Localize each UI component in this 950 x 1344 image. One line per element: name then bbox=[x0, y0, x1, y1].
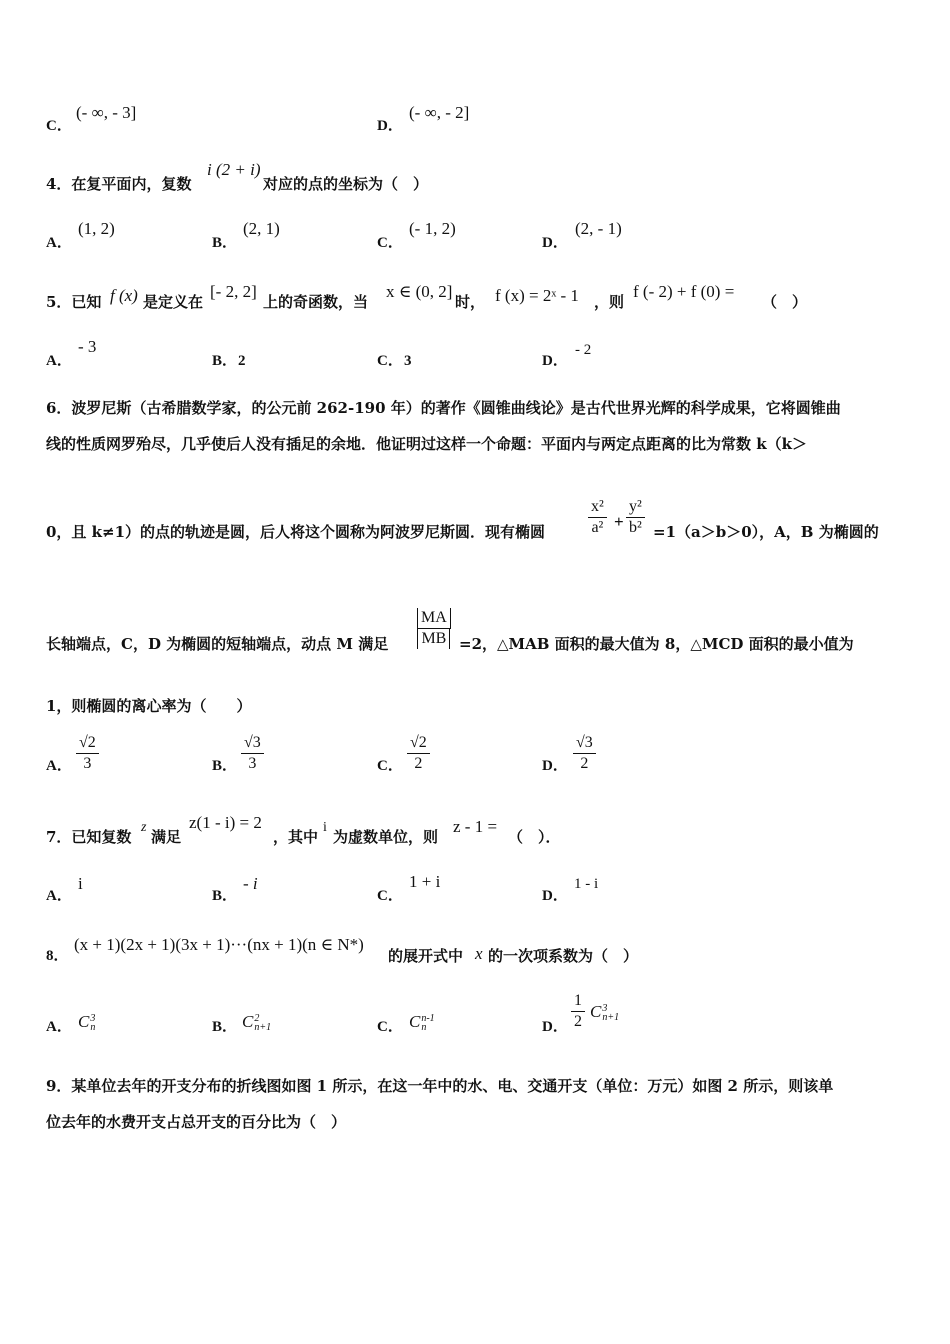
q8-option-d-coef-den: 2 bbox=[574, 1013, 582, 1030]
q5-option-c-text: 3 bbox=[404, 353, 412, 369]
q5-s5: ，则 bbox=[594, 293, 625, 311]
q6-ratio-den: MB bbox=[417, 629, 450, 649]
q4-stem-b: 对应的点的坐标为（ ） bbox=[263, 175, 429, 193]
q5-s4: 时， bbox=[455, 293, 486, 311]
q4-stem-a: 4．在复平面内，复数 bbox=[46, 175, 192, 193]
q8-option-c-label: C． bbox=[377, 1019, 403, 1035]
q6-option-d-label: D． bbox=[542, 758, 568, 774]
q4-option-d-text: (2, - 1) bbox=[575, 219, 622, 238]
q6-line1: 6．波罗尼斯（古希腊数学家，的公元前 262-190 年）的著作《圆锥曲线论》是古代世界光辉的科学成果，它将圆锥曲 bbox=[46, 399, 841, 417]
q4-option-a-text: (1, 2) bbox=[78, 219, 115, 238]
binomial-c: C bbox=[409, 1012, 421, 1031]
binomial-sup: 3 bbox=[602, 1003, 608, 1015]
q7-s4: 为虚数单位，则 bbox=[333, 828, 439, 846]
q6-plus: + bbox=[614, 512, 624, 531]
q8-option-a-expr bbox=[78, 1012, 95, 1032]
q4-option-b-text: (2, 1) bbox=[243, 219, 280, 238]
binomial-sub: n+1 bbox=[254, 1022, 272, 1034]
q8-option-c-expr bbox=[409, 1012, 435, 1032]
q7-option-d-label: D． bbox=[542, 888, 568, 904]
q8-option-d-coef-num: 1 bbox=[574, 992, 582, 1009]
q6-line3b: =1（a＞b＞0），A，B 为椭圆的 bbox=[653, 523, 879, 541]
q6-fraction-x-den: a² bbox=[591, 519, 604, 536]
binomial-sup: n-1 bbox=[421, 1013, 435, 1025]
q3-option-d-label: D． bbox=[377, 118, 403, 134]
q6-option-b-num: √3 bbox=[244, 734, 261, 751]
binomial-sub: n bbox=[421, 1022, 427, 1034]
q8-x: x bbox=[475, 944, 483, 963]
q4-option-d-label: D． bbox=[542, 235, 568, 251]
q9-line1: 9．某单位去年的开支分布的折线图如图 1 所示，在这一年中的水、电、交通开支（单位：万元）如图 2 所示，则该单 bbox=[46, 1077, 834, 1095]
q8-expr: (x + 1)(2x + 1)(3x + 1)···(nx + 1)(n ∈ N*) bbox=[74, 935, 364, 954]
q5-fx: f (x) bbox=[110, 286, 138, 305]
q6-ratio-num: MA bbox=[417, 608, 451, 628]
q5-option-a-text: - 3 bbox=[78, 337, 97, 356]
q7-s1: 7．已知复数 bbox=[46, 828, 132, 846]
q6-option-b-den: 3 bbox=[248, 755, 257, 772]
q4-option-c-label: C． bbox=[377, 235, 403, 251]
binomial-sub: n+1 bbox=[602, 1012, 620, 1024]
q7-i: i bbox=[323, 820, 327, 835]
q3-option-c-expr: (- ∞, - 3] bbox=[76, 103, 137, 122]
q5-fdef: f (x) = 2ˣ - 1 bbox=[495, 286, 579, 305]
q7-s3: ，其中 bbox=[273, 828, 319, 846]
q5-s2: 是定义在 bbox=[143, 293, 204, 311]
q5-condition: x ∈ (0, 2] bbox=[386, 282, 453, 301]
q6-fraction-x bbox=[588, 497, 607, 538]
q6-option-a-frac bbox=[76, 733, 99, 774]
q6-ratio bbox=[417, 608, 451, 649]
q6-option-a-num: √2 bbox=[79, 734, 96, 751]
q8-option-a-label: A． bbox=[46, 1019, 72, 1035]
q5-interval: [- 2, 2] bbox=[210, 282, 257, 301]
q6-option-d-frac bbox=[573, 733, 596, 774]
q6-option-c-den: 2 bbox=[414, 755, 423, 772]
q5-option-d-label: D． bbox=[542, 353, 568, 369]
binomial-sup: 3 bbox=[90, 1013, 96, 1025]
q7-ask: z - 1 = bbox=[453, 817, 498, 836]
q6-option-c-frac bbox=[407, 733, 430, 774]
q8-option-b-expr bbox=[242, 1012, 271, 1032]
q6-option-b-frac bbox=[241, 733, 264, 774]
q5-option-b-label: B． bbox=[212, 353, 238, 369]
q4-option-a-label: A． bbox=[46, 235, 72, 251]
q8-option-d-expr bbox=[590, 1002, 619, 1022]
q4-option-b-label: B． bbox=[212, 235, 238, 251]
q7-option-c-text: 1 + i bbox=[409, 872, 441, 891]
q8-number: 8． bbox=[46, 948, 69, 964]
q6-line3a: 0，且 k≠1）的点的轨迹是圆，后人将这个圆称为阿波罗尼斯圆．现有椭圆 bbox=[46, 523, 546, 541]
q5-option-a-label: A． bbox=[46, 353, 72, 369]
q6-option-a-den: 3 bbox=[83, 755, 92, 772]
q6-line4a: 长轴端点，C，D 为椭圆的短轴端点，动点 M 满足 bbox=[46, 635, 389, 653]
q6-line5: 1，则椭圆的离心率为（ ） bbox=[46, 697, 252, 715]
q9-line2: 位去年的水费开支占总开支的百分比为（ ） bbox=[46, 1113, 347, 1131]
q8-s1: 的展开式中 bbox=[388, 947, 464, 965]
q7-option-b-label: B． bbox=[212, 888, 238, 904]
binomial-sub: n bbox=[90, 1022, 96, 1034]
q8-option-b-label: B． bbox=[212, 1019, 238, 1035]
q7-option-a-text: i bbox=[78, 874, 83, 893]
q6-option-c-num: √2 bbox=[410, 734, 427, 751]
q6-option-d-den: 2 bbox=[580, 755, 589, 772]
q7-option-a-label: A． bbox=[46, 888, 72, 904]
binomial-c: C bbox=[78, 1012, 90, 1031]
q6-line4b: =2，△MAB 面积的最大值为 8，△MCD 面积的最小值为 bbox=[459, 635, 854, 653]
q6-fraction-y bbox=[626, 497, 645, 538]
binomial-c: C bbox=[242, 1012, 254, 1031]
q3-option-d-expr: (- ∞, - 2] bbox=[409, 103, 470, 122]
q7-s5: （ ）． bbox=[508, 828, 561, 846]
q7-option-d-text: 1 - i bbox=[574, 876, 599, 892]
q6-option-c-label: C． bbox=[377, 758, 403, 774]
q5-ask: f (- 2) + f (0) = bbox=[633, 282, 735, 301]
q6-fraction-y-den: b² bbox=[629, 519, 642, 536]
q8-option-d-label: D． bbox=[542, 1019, 568, 1035]
q7-z: z bbox=[141, 820, 147, 835]
q8-s2: 的一次项系数为（ ） bbox=[488, 947, 639, 965]
q6-fraction-x-num: x² bbox=[591, 498, 604, 515]
q5-s3: 上的奇函数，当 bbox=[263, 293, 369, 311]
q7-option-c-label: C． bbox=[377, 888, 403, 904]
q4-expr: i (2 + i) bbox=[207, 160, 261, 179]
q7-s2: 满足 bbox=[151, 828, 182, 846]
q5-s6: （ ） bbox=[762, 293, 808, 311]
q4-option-c-text: (- 1, 2) bbox=[409, 219, 456, 238]
q6-fraction-y-num: y² bbox=[629, 498, 642, 515]
binomial-sup: 2 bbox=[254, 1013, 260, 1025]
q5-s1: 5．已知 bbox=[46, 293, 102, 311]
q6-option-a-label: A． bbox=[46, 758, 72, 774]
q6-line2: 线的性质网罗殆尽，几乎使后人没有插足的余地．他证明过这样一个命题：平面内与两定点距离的比为常数 k（k＞ bbox=[46, 435, 808, 453]
q8-option-d-coef bbox=[571, 991, 585, 1032]
q5-option-c-label: C． bbox=[377, 353, 403, 369]
q5-option-b-text: 2 bbox=[238, 353, 246, 369]
q5-option-d-text: - 2 bbox=[575, 342, 592, 358]
q3-option-c-label: C． bbox=[46, 118, 72, 134]
q7-option-b-text: - i bbox=[243, 874, 258, 893]
q6-option-d-num: √3 bbox=[576, 734, 593, 751]
q6-option-b-label: B． bbox=[212, 758, 238, 774]
binomial-c: C bbox=[590, 1002, 602, 1021]
q7-equation: z(1 - i) = 2 bbox=[189, 813, 262, 832]
